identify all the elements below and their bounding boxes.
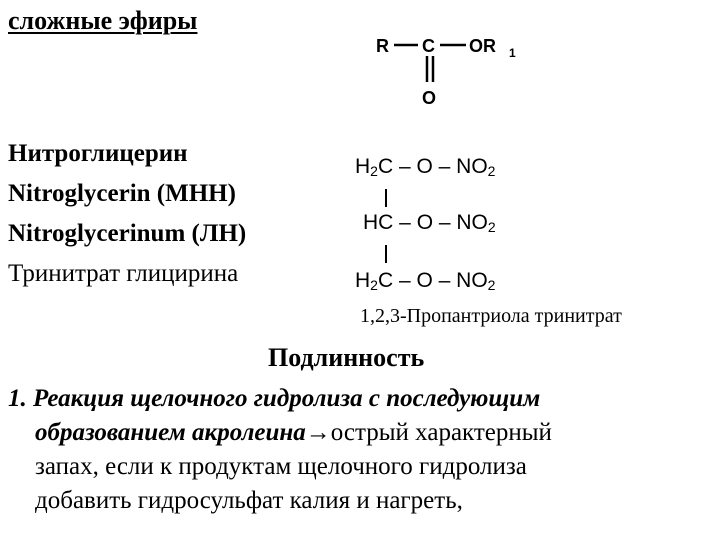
drug-names (8, 134, 246, 294)
reaction-title-cont: образованием акролеина (35, 419, 306, 446)
paragraph-line-2 (8, 416, 713, 450)
name-trinitrate: Тринитрат глицирина (8, 260, 239, 287)
name-inn: Nitroglycerin (МНН) (8, 180, 236, 207)
chemical-name: 1,2,3-Пропантриола тринитрат (360, 305, 622, 327)
formula-c: C (422, 36, 435, 56)
name-latin: Nitroglycerinum (ЛН) (8, 220, 247, 247)
bond-line (385, 245, 387, 263)
nitroglycerin-structure (345, 155, 715, 335)
reaction-title: Реакция щелочного гидролиза с последующим (33, 385, 541, 412)
structure-row-2: HC – O – $NO_2$ (363, 211, 496, 235)
bond-line (385, 189, 387, 207)
reaction-paragraph (8, 382, 713, 518)
ester-general-formula (370, 26, 520, 110)
formula-r: R (376, 36, 389, 56)
paragraph-line-1 (8, 382, 713, 416)
structure-row-3: $H_2C$ – O – $NO_2$ (355, 269, 496, 293)
formula-or: OR (469, 36, 496, 56)
section-title: Подлинность (268, 343, 425, 372)
formula-r1-subscript: 1 (509, 46, 516, 60)
result-text: острый характерный (330, 419, 552, 446)
name-russian: Нитроглицерин (8, 140, 188, 167)
formula-o: O (422, 88, 437, 108)
structure-row-1: $H_2C$ – O – $NO_2$ (355, 155, 496, 179)
paragraph-line-3: запах, если к продуктам щелочного гидролиза (35, 453, 527, 480)
paragraph-line-4: добавить гидросульфат калия и нагреть, (35, 487, 463, 514)
page-heading: сложные эфиры (8, 6, 198, 35)
item-number: 1. (8, 385, 27, 412)
arrow-icon: → (305, 419, 331, 446)
